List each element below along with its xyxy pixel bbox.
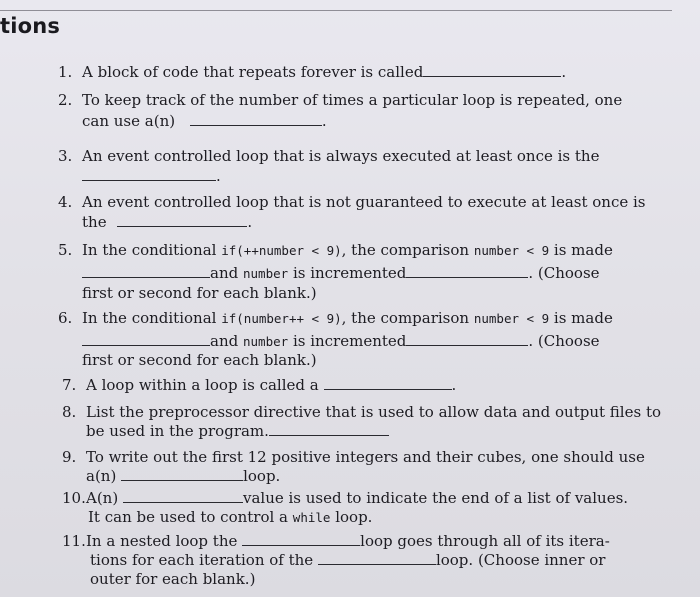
answer-blank[interactable] bbox=[318, 550, 436, 565]
question-10 bbox=[62, 488, 628, 508]
question-number: 6. bbox=[58, 309, 73, 327]
code-text: number < 9 bbox=[473, 311, 550, 326]
question-text: can use a(n) bbox=[82, 112, 176, 130]
question-text: In the conditional bbox=[82, 309, 217, 327]
question-text: In the conditional bbox=[82, 241, 217, 259]
question-6-cont-2 bbox=[82, 350, 317, 370]
question-4 bbox=[58, 192, 646, 212]
question-6-cont bbox=[82, 331, 600, 352]
question-text: To keep track of the number of times a particular loop is repeated, one bbox=[82, 91, 623, 109]
answer-blank[interactable] bbox=[82, 166, 216, 181]
answer-blank[interactable] bbox=[406, 263, 528, 278]
question-text: a(n) bbox=[86, 467, 117, 485]
question-3-cont bbox=[82, 166, 221, 186]
question-9 bbox=[62, 447, 645, 467]
answer-blank[interactable] bbox=[123, 488, 243, 503]
question-text: A loop within a loop is called a bbox=[86, 376, 319, 394]
answer-blank[interactable] bbox=[324, 375, 452, 390]
question-text: and bbox=[210, 332, 239, 350]
question-text: . bbox=[247, 213, 253, 231]
question-8 bbox=[62, 402, 661, 422]
question-text: List the preprocessor directive that is used to allow data and output files to bbox=[86, 403, 662, 421]
question-text: is made bbox=[553, 309, 613, 327]
question-number: 3. bbox=[58, 147, 73, 165]
question-text: , the comparison bbox=[341, 309, 470, 327]
question-text: A block of code that repeats forever is called bbox=[82, 63, 424, 81]
code-text: while bbox=[292, 510, 331, 525]
question-text: It can be used to control a bbox=[88, 508, 289, 526]
question-6 bbox=[58, 308, 613, 329]
code-text: if(++number < 9) bbox=[221, 243, 342, 258]
question-text: . bbox=[216, 167, 221, 185]
question-text: is made bbox=[553, 241, 613, 259]
question-text: value is used to indicate the end of a list of values. bbox=[242, 489, 629, 507]
question-5-cont-2 bbox=[82, 283, 317, 303]
question-4-cont bbox=[82, 212, 252, 232]
code-text: if(number++ < 9) bbox=[221, 311, 342, 326]
question-text: loop. bbox=[243, 467, 281, 485]
code-text: number bbox=[243, 334, 289, 349]
code-text: number bbox=[243, 266, 289, 281]
question-number: 8. bbox=[62, 403, 77, 421]
answer-blank[interactable] bbox=[190, 111, 322, 126]
question-10-cont bbox=[88, 507, 372, 528]
question-3 bbox=[58, 146, 599, 166]
question-9-cont bbox=[86, 466, 280, 486]
question-text: An event controlled loop that is always executed at least once is the bbox=[82, 147, 600, 165]
question-8-cont bbox=[86, 421, 389, 441]
question-number: 10. bbox=[62, 489, 86, 507]
section-heading: tions bbox=[0, 14, 61, 38]
question-text: To write out the first 12 positive integers and their cubes, one should use bbox=[86, 448, 645, 466]
answer-blank[interactable] bbox=[242, 531, 360, 546]
question-text: loop. bbox=[335, 508, 373, 526]
question-text: outer for each blank.) bbox=[90, 570, 256, 588]
question-number: 5. bbox=[58, 241, 73, 259]
question-text: is incremented bbox=[292, 264, 407, 282]
question-number: 9. bbox=[62, 448, 77, 466]
question-text: . bbox=[561, 63, 567, 81]
question-2-cont bbox=[82, 111, 327, 131]
question-text: , the comparison bbox=[341, 241, 470, 259]
question-11-cont-2 bbox=[90, 569, 255, 589]
question-text: and bbox=[210, 264, 239, 282]
question-text: loop. (Choose inner or bbox=[435, 551, 606, 569]
answer-blank[interactable] bbox=[406, 331, 528, 346]
question-text: the bbox=[82, 213, 107, 231]
question-text: first or second for each blank.) bbox=[82, 351, 317, 369]
question-5-cont bbox=[82, 263, 600, 284]
question-number: 1. bbox=[58, 63, 73, 81]
question-text: . bbox=[321, 112, 327, 130]
code-text: number < 9 bbox=[473, 243, 550, 258]
question-text: An event controlled loop that is not guaranteed to execute at least once is bbox=[82, 193, 646, 211]
question-2 bbox=[58, 90, 622, 110]
question-11 bbox=[62, 531, 610, 551]
question-text: . bbox=[451, 376, 457, 394]
question-text: be used in the program. bbox=[86, 422, 269, 440]
question-number: 7. bbox=[62, 376, 77, 394]
question-1 bbox=[58, 62, 566, 82]
answer-blank[interactable] bbox=[121, 466, 243, 481]
question-text: first or second for each blank.) bbox=[82, 284, 317, 302]
question-number: 2. bbox=[58, 91, 73, 109]
answer-blank[interactable] bbox=[269, 421, 389, 436]
question-text: is incremented bbox=[292, 332, 407, 350]
top-rule bbox=[0, 10, 672, 11]
question-text: A(n) bbox=[86, 489, 119, 507]
question-5 bbox=[58, 240, 613, 261]
question-text: . (Choose bbox=[528, 264, 600, 282]
answer-blank[interactable] bbox=[82, 331, 210, 346]
question-11-cont bbox=[90, 550, 605, 570]
question-number: 11. bbox=[62, 532, 86, 550]
answer-blank[interactable] bbox=[82, 263, 210, 278]
question-text: tions for each iteration of the bbox=[90, 551, 314, 569]
question-text: In a nested loop the bbox=[86, 532, 238, 550]
question-7 bbox=[62, 375, 456, 395]
question-text: . (Choose bbox=[528, 332, 600, 350]
answer-blank[interactable] bbox=[117, 212, 247, 227]
answer-blank[interactable] bbox=[423, 62, 561, 77]
question-number: 4. bbox=[58, 193, 73, 211]
question-text: loop goes through all of its itera- bbox=[360, 532, 610, 550]
